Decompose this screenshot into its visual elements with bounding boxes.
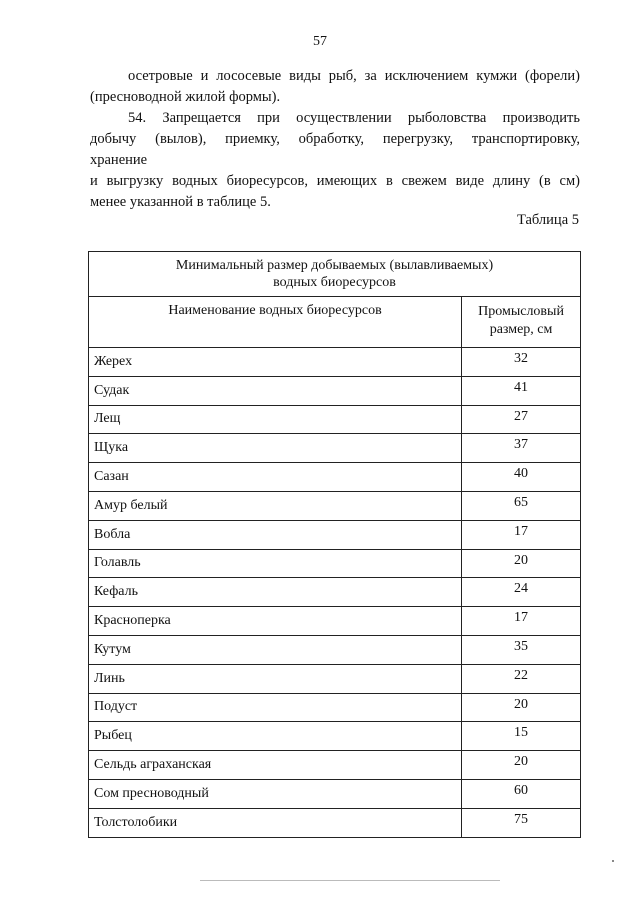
table-title-row xyxy=(89,252,581,297)
paragraph-1 xyxy=(90,66,580,108)
fish-size-table xyxy=(88,251,581,838)
species-name-cell: Жерех xyxy=(89,348,462,377)
species-name-cell: Щука xyxy=(89,434,462,463)
table-row xyxy=(89,520,581,549)
min-size-cell: 40 xyxy=(462,463,581,492)
min-size-cell: 20 xyxy=(462,751,581,780)
paragraph-line: осетровые и лососевые виды рыб, за исключением кумжи (форели) xyxy=(128,68,580,84)
table-row xyxy=(89,463,581,492)
min-size-cell: 35 xyxy=(462,635,581,664)
table-row xyxy=(89,722,581,751)
species-name-cell: Красноперка xyxy=(89,607,462,636)
table-row xyxy=(89,808,581,837)
min-size-cell: 20 xyxy=(462,549,581,578)
species-name-cell: Амур белый xyxy=(89,491,462,520)
paragraph-line: (пресноводной жилой формы). xyxy=(90,89,281,105)
species-name-cell: Голавль xyxy=(89,549,462,578)
species-name-cell: Линь xyxy=(89,664,462,693)
min-size-cell: 15 xyxy=(462,722,581,751)
species-name-cell: Подуст xyxy=(89,693,462,722)
species-name-cell: Сазан xyxy=(89,463,462,492)
min-size-cell: 32 xyxy=(462,348,581,377)
species-name-cell: Рыбец xyxy=(89,722,462,751)
species-name-cell: Кутум xyxy=(89,635,462,664)
table-row xyxy=(89,549,581,578)
min-size-cell: 17 xyxy=(462,520,581,549)
scan-artifact-line xyxy=(200,880,500,881)
species-name-cell: Лещ xyxy=(89,405,462,434)
min-size-cell: 27 xyxy=(462,405,581,434)
min-size-cell: 22 xyxy=(462,664,581,693)
paragraph-2 xyxy=(90,108,580,213)
species-name-cell: Вобла xyxy=(89,520,462,549)
min-size-cell: 17 xyxy=(462,607,581,636)
table-row xyxy=(89,578,581,607)
scan-artifact-dot xyxy=(612,860,614,862)
table-row xyxy=(89,348,581,377)
min-size-cell: 75 xyxy=(462,808,581,837)
page-number: 57 xyxy=(313,34,327,49)
species-name-cell: Судак xyxy=(89,376,462,405)
paragraph-line: добычу (вылов), приемку, обработку, перегрузку, транспортировку, xyxy=(90,131,580,147)
table-row xyxy=(89,405,581,434)
paragraph-line: 54. Запрещается при осуществлении рыболовства производить xyxy=(128,110,580,126)
min-size-cell: 41 xyxy=(462,376,581,405)
column-header-size: Промысловый размер, см xyxy=(462,297,581,348)
column-header-name: Наименование водных биоресурсов xyxy=(89,297,462,348)
species-name-cell: Кефаль xyxy=(89,578,462,607)
species-name-cell: Толстолобики xyxy=(89,808,462,837)
min-size-cell: 60 xyxy=(462,779,581,808)
species-name-cell: Сом пресноводный xyxy=(89,779,462,808)
paragraph-line: менее указанной в таблице 5. xyxy=(90,194,271,210)
paragraph-line: и выгрузку водных биоресурсов, имеющих в свежем виде длину (в см) xyxy=(90,173,580,189)
table-row xyxy=(89,434,581,463)
table-body xyxy=(89,348,581,838)
min-size-cell: 37 xyxy=(462,434,581,463)
table-row xyxy=(89,779,581,808)
table-row xyxy=(89,693,581,722)
table-row xyxy=(89,607,581,636)
table-row xyxy=(89,635,581,664)
paragraph-line: хранение xyxy=(90,152,148,168)
table-row xyxy=(89,376,581,405)
table-row xyxy=(89,491,581,520)
min-size-cell: 24 xyxy=(462,578,581,607)
min-size-cell: 20 xyxy=(462,693,581,722)
table-caption: Таблица 5 xyxy=(516,212,579,228)
table-row xyxy=(89,751,581,780)
table-row xyxy=(89,664,581,693)
species-name-cell: Сельдь аграханская xyxy=(89,751,462,780)
table-header-row xyxy=(89,297,581,348)
min-size-cell: 65 xyxy=(462,491,581,520)
table-title: Минимальный размер добываемых (вылавливаемых) водных биоресурсов xyxy=(89,252,581,297)
